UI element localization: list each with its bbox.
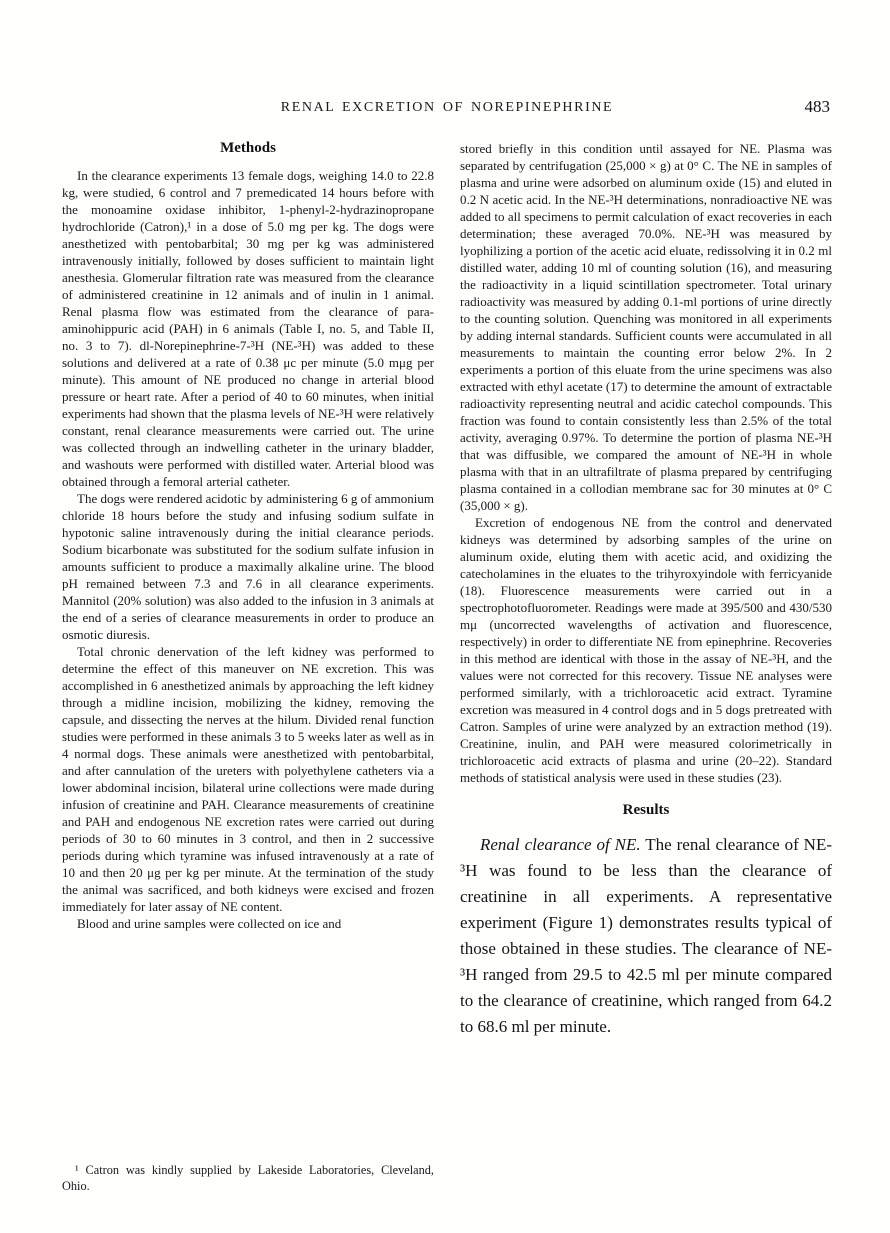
methods-paragraph-continued: stored briefly in this condition until assayed for NE. Plasma was separated by centrifugation (25,000 × g) at 0° C. The NE in samples of plasma and urine were adsorbed on aluminum oxide (15) and eluted in 0.2 N acetic acid. In the NE-³H determinations, nonradioactive NE was added to all specimens to permit calculation of exact recoveries in each determination; these averaged 70.0%. NE-³H was measured by lyophilizing a portion of the acetic acid eluate, redissolving it in 0.2 ml distilled water, adding 10 ml of counting solution (16), and measuring the radioactivity in a liquid scintillation spectrometer. Total urinary radioactivity was measured by adding 0.1-ml portions of urine directly to the counting solution. Quenching was monitored in all experiments by adding internal standards. Sufficient counts were accumulated in all measurements to maintain the counting error below 2%. In 2 experiments a portion of this eluate from the urine specimens was also extracted with ethyl acetate (17) to determine the amount of extractable radioactivity representing neutral and acidic catechol compounds. This fraction was found to contain consistently less than 2.5% of the total activity, averaging 0.97%. To determine the portion of plasma NE-³H that was diffusible, we compared the amount of NE-³H in whole plasma with that in an ultrafiltrate of plasma prepared by centrifuging plasma contained in a collodian membrane sac for 30 minutes at 0° C (35,000 × g). (460, 141, 832, 513)
page-header (62, 97, 832, 120)
running-head: RENAL EXCRETION OF NOREPINEPHRINE (280, 100, 614, 115)
two-column-body (62, 140, 832, 1198)
methods-paragraph-3: Total chronic denervation of the left kidney was performed to determine the effect of this maneuver on NE excretion. This was accomplished in 6 anesthetized animals by approaching the left kidney through a midline incision, mobilizing the kidney, removing the capsule, and dissecting the nerves at the hilum. Divided renal function studies were performed in these animals 3 to 5 weeks later as well as in 4 normal dogs. These animals were anesthetized with pentobarbital, and after cannulation of the ureters with polyethylene catheters via a lower abdominal incision, bilateral urine collections were made during infusion of creatinine and PAH. Clearance measurements of creatinine and PAH and endogenous NE excretion rates were carried out during periods of 30 to 60 minutes in 3 control, and then in 2 successive periods during which tyramine was infused intravenously at a rate of 10 and then 20 μg per kg per minute. At the termination of the study the animal was sacrificed, and both kidneys were excised and frozen immediately for later assay of NE content. (62, 644, 434, 914)
results-paragraph-1 (460, 832, 832, 1040)
left-column (62, 140, 434, 1198)
results-paragraph-lead: Renal clearance of NE. (480, 835, 641, 854)
methods-paragraph-5: Excretion of endogenous NE from the control and denervated kidneys was determined by adsorbing samples of the urine on aluminum oxide, eluting them with acetic acid, and oxidizing the catecholamines in the eluates to the trihyroxyindole with ferricyanide (18). Fluorescence measurements were carried out in a spectrophotofluorometer. Readings were made at 395/500 and 430/530 mμ (uncorrected wavelengths of activation and fluorescence, respectively) in order to differentiate NE from epinephrine. Recoveries in this method are identical with those in the assay of NE-³H, and the values were not corrected for this recovery. Tissue NE analyses were performed similarly, with a trichloroacetic acid extract. Tyramine excretion was measured in 4 control dogs and in 5 dogs pretreated with Catron. Samples of urine were analyzed by an extraction method (19). Creatinine, inulin, and PAH were measured colorimetrically in trichloroacetic acid extracts of plasma and urine (20–22). Standard methods of statistical analysis were used in these studies (23). (460, 515, 832, 785)
page-number: 483 (804, 97, 830, 116)
right-column (460, 140, 832, 1198)
methods-heading: Methods (220, 140, 276, 156)
methods-paragraph-1: In the clearance experiments 13 female dogs, weighing 14.0 to 22.8 kg, were studied, 6 control and 7 premedicated 14 hours before with the monoamine oxidase inhibitor, 1-phenyl-2-hydrazinopropane hydrochloride (Catron),¹ in a dose of 5.0 mg per kg. The dogs were anesthetized with pentobarbital; 30 mg per kg was administered intravenously initially, followed by doses sufficient to maintain light anesthesia. Glomerular filtration rate was measured from the clearance of administered creatinine in 12 animals and of inulin in 1 animal. Renal plasma flow was estimated from the clearance of para-aminohippuric acid (PAH) in 6 animals (Table I, no. 5, and Table II, no. 3 to 7). dl-Norepinephrine-7-³H (NE-³H) was added to these solutions and delivered at a rate of 0.38 μc per minute (5.0 mμg per minute). This amount of NE produced no change in arterial blood pressure or heart rate. After a period of 40 to 60 minutes, when initial experiments had shown that the plasma levels of NE-³H were relatively constant, renal clearance measurements were carried out. The urine was collected through an indwelling catheter in the urinary bladder, and washouts were performed with distilled water. Arterial blood was obtained through a femoral arterial catheter. (62, 168, 434, 489)
results-heading: Results (622, 802, 670, 818)
footnote: ¹ Catron was kindly supplied by Lakeside Laboratories, Cleveland, Ohio. (62, 1163, 434, 1193)
results-paragraph-rest: The renal clearance of NE-³H was found to be less than the clearance of creatinine in all experiments. A representative experiment (Figure 1) demonstrates results typical of those obtained in these studies. The clearance of NE-³H ranged from 29.5 to 42.5 ml per minute compared to the clearance of creatinine, which ranged from 64.2 to 68.6 ml per minute. (460, 835, 832, 1036)
methods-paragraph-4: Blood and urine samples were collected on ice and (77, 916, 342, 931)
methods-paragraph-2: The dogs were rendered acidotic by administering 6 g of ammonium chloride 18 hours before the study and infusing sodium sulfate in hypotonic saline intravenously during the initial clearance periods. Sodium bicarbonate was substituted for the sodium sulfate infusion in amounts sufficient to produce a maximally alkaline urine. The blood pH remained between 7.3 and 7.6 in all clearance experiments. Mannitol (20% solution) was also added to the infusion in 3 animals at the end of a series of clearance measurements in order to produce an osmotic diuresis. (62, 491, 434, 642)
